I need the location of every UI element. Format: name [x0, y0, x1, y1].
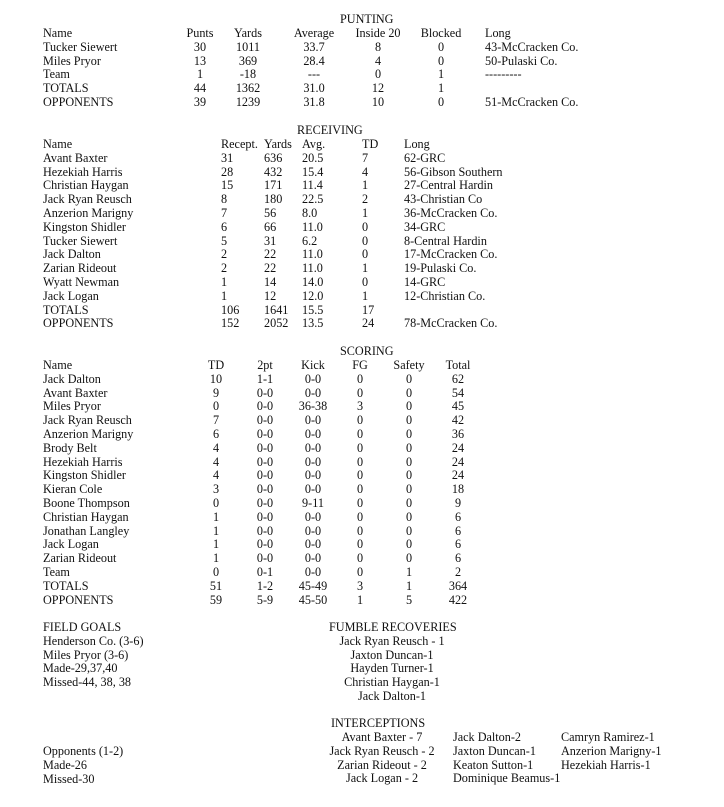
table-cell: 56-Gibson Southern [404, 164, 503, 179]
table-cell: 30 [193, 39, 207, 54]
table-cell: 12 [264, 288, 277, 303]
table-cell: 0 [405, 551, 413, 566]
table-cell: 0 [356, 565, 364, 579]
table-cell: 1 [362, 288, 369, 303]
table-cell: 6.2 [302, 233, 318, 248]
table-cell: Jack Dalton [43, 247, 101, 262]
interception-item: Dominique Beamus-1 [453, 771, 561, 786]
table-cell: Tucker Siewert [43, 39, 118, 54]
table-cell: 45 [451, 399, 465, 414]
table-cell: 0-0 [256, 496, 274, 510]
table-cell: 0-0 [304, 427, 322, 441]
table-cell: 31.8 [303, 95, 325, 109]
fumble-recovery-item: Hayden Turner-1 [350, 661, 434, 676]
interception-item: Anzerion Marigny-1 [561, 743, 662, 758]
table-cell: 0 [405, 496, 413, 510]
table-cell: Miles Pryor [43, 53, 101, 68]
column-header: Safety [393, 358, 425, 372]
table-cell: 0-0 [256, 385, 274, 400]
table-cell: Anzerion Marigny [43, 206, 134, 220]
table-cell: 0 [405, 440, 413, 455]
table-cell: 0 [356, 509, 364, 524]
table-cell: 2 [362, 192, 369, 207]
table-cell: 44 [193, 81, 207, 96]
table-cell: 0 [356, 413, 364, 428]
receiving-table-row [0, 290, 724, 304]
table-cell: 0 [362, 219, 369, 234]
table-cell: 6 [221, 219, 228, 234]
table-cell: 33.7 [303, 39, 325, 54]
table-cell: 4 [212, 440, 220, 455]
interception-item: Avant Baxter - 7 [341, 730, 423, 744]
table-cell: 0 [405, 454, 413, 469]
column-header: Recept. [221, 137, 258, 151]
table-cell: 0 [356, 385, 364, 400]
table-cell: TOTALS [43, 81, 89, 96]
table-cell: 18 [451, 482, 465, 497]
table-cell: 0 [356, 482, 364, 497]
table-cell: 54 [451, 385, 465, 400]
table-cell: OPPONENTS [43, 95, 114, 109]
fumble-recovery-item: Christian Haygan-1 [344, 675, 440, 690]
table-cell: 5 [221, 233, 228, 248]
table-cell: 11.0 [302, 247, 323, 262]
table-cell: 36 [451, 427, 465, 441]
table-cell: 0-0 [256, 413, 274, 428]
table-cell: 20.5 [302, 150, 324, 165]
table-cell: 14.0 [302, 275, 324, 289]
table-cell: 3 [356, 578, 364, 593]
table-cell: 0 [405, 427, 413, 441]
table-cell: 1 [212, 523, 220, 538]
column-header: Long [485, 26, 511, 40]
table-cell: 8-Central Hardin [404, 233, 487, 248]
receiving-table-row [0, 276, 724, 290]
column-header: TD [207, 358, 225, 372]
table-cell: 31 [264, 233, 277, 248]
table-cell: 3 [356, 399, 364, 414]
table-cell: 0 [356, 427, 364, 441]
table-cell: 0 [405, 523, 413, 538]
column-header: Punts [186, 26, 214, 40]
table-cell: 0-0 [304, 385, 322, 400]
table-cell: TOTALS [43, 302, 89, 317]
punting-header-row [0, 27, 724, 41]
table-cell: 1 [362, 206, 369, 220]
table-cell: OPPONENTS [43, 592, 114, 607]
column-header: FG [352, 358, 368, 372]
table-cell: 10 [371, 95, 385, 109]
table-cell: TOTALS [43, 578, 89, 593]
table-cell: Tucker Siewert [43, 233, 118, 248]
table-cell: 14 [264, 275, 277, 289]
table-cell: 0-0 [304, 413, 322, 428]
table-cell: 1-1 [256, 371, 274, 386]
table-cell: 28.4 [303, 53, 325, 68]
field-goals-opponents-line: Opponents (1-2) [43, 744, 124, 758]
receiving-header-row [0, 138, 724, 152]
punting-table-row [0, 68, 724, 82]
field-goals-line: Miles Pryor (3-6) [43, 647, 129, 662]
table-cell: 0 [405, 371, 413, 386]
fumble-recovery-item: Jack Dalton-1 [357, 688, 427, 703]
table-cell: 0 [405, 385, 413, 400]
table-cell: 1 [437, 67, 445, 82]
receiving-title: RECEIVING [297, 123, 363, 137]
table-cell: 1 [362, 261, 369, 276]
punting-table-row [0, 96, 724, 110]
table-cell: 0-0 [256, 454, 274, 469]
table-cell: 43-Christian Co [404, 192, 483, 207]
table-cell: 0-0 [256, 551, 274, 566]
table-cell: 0 [405, 468, 413, 483]
table-cell: 56 [264, 206, 277, 220]
scoring-table-row [0, 594, 724, 608]
table-cell: 8.0 [302, 206, 318, 220]
table-cell: 13 [193, 53, 207, 68]
column-header: Yards [234, 26, 262, 40]
field-goals-opponents-line: Missed-30 [43, 771, 95, 786]
table-cell: 1 [212, 537, 220, 552]
interception-item: Hezekiah Harris-1 [561, 757, 651, 772]
table-cell: Anzerion Marigny [43, 427, 134, 441]
field-goals-title: FIELD GOALS [43, 620, 122, 634]
receiving-table-row [0, 207, 724, 221]
table-cell: 1 [362, 178, 369, 193]
table-cell: 0-0 [304, 565, 322, 579]
table-cell: 1 [221, 275, 228, 289]
table-cell: 9-11 [302, 496, 324, 510]
table-cell: 0-0 [304, 523, 322, 538]
table-cell: 22 [264, 261, 277, 276]
fumble-recovery-item: Jack Ryan Reusch - 1 [339, 633, 445, 648]
table-cell: 0 [212, 496, 220, 510]
table-cell: Jack Dalton [43, 371, 101, 386]
field-goals-line: Made-29,37,40 [43, 661, 118, 676]
table-cell: 1 [405, 565, 413, 579]
table-cell: 1 [221, 288, 228, 303]
table-cell: 0-0 [304, 482, 322, 497]
table-cell: 15 [221, 178, 234, 193]
table-cell: 364 [448, 578, 468, 593]
table-cell: 0 [374, 67, 382, 82]
punting-table-row [0, 55, 724, 69]
table-cell: 62-GRC [404, 150, 446, 165]
table-cell: Zarian Rideout [43, 261, 117, 276]
column-header: Avg. [302, 137, 326, 151]
table-cell: 0-0 [304, 551, 322, 566]
table-cell: 1239 [235, 95, 261, 109]
table-cell: Team [43, 565, 70, 579]
table-cell: 17-McCracken Co. [404, 247, 498, 262]
table-cell: 636 [264, 150, 283, 165]
table-cell: 3 [212, 482, 220, 497]
table-cell: 13.5 [302, 316, 324, 331]
interception-item: Keaton Sutton-1 [453, 757, 534, 772]
table-cell: 0-0 [256, 468, 274, 483]
column-header: Long [404, 137, 430, 151]
table-cell: 27-Central Hardin [404, 178, 494, 193]
table-cell: 9 [454, 496, 462, 510]
table-cell: 0-0 [304, 468, 322, 483]
table-cell: Hezekiah Harris [43, 454, 123, 469]
table-cell: 0 [356, 454, 364, 469]
table-cell: 0-0 [304, 440, 322, 455]
column-header: Name [43, 26, 73, 40]
table-cell: 8 [374, 39, 382, 54]
table-cell: 0 [362, 275, 369, 289]
table-cell: 1 [212, 509, 220, 524]
table-cell: 6 [454, 537, 462, 552]
table-cell: 9 [212, 385, 220, 400]
table-cell: 180 [264, 192, 283, 207]
table-cell: 6 [212, 427, 220, 441]
table-cell: Jack Ryan Reusch [43, 413, 132, 428]
table-cell: 0-0 [256, 427, 274, 441]
table-cell: 0 [362, 247, 369, 262]
table-cell: Avant Baxter [43, 150, 108, 165]
table-cell: 152 [221, 316, 240, 331]
interception-item: Zarian Rideout - 2 [337, 757, 427, 772]
table-cell: 1 [196, 67, 204, 82]
table-cell: Christian Haygan [43, 178, 129, 193]
table-cell: 106 [221, 302, 240, 317]
table-cell: 66 [264, 219, 277, 234]
table-cell: 0 [356, 468, 364, 483]
table-cell: 15.5 [302, 302, 324, 317]
table-cell: 51 [209, 578, 223, 593]
table-cell: Brody Belt [43, 440, 97, 455]
table-cell: 15.4 [302, 164, 324, 179]
table-cell: 0-0 [256, 523, 274, 538]
table-cell: 24 [451, 454, 465, 469]
field-goals-opponents-line: Made-26 [43, 757, 87, 772]
table-cell: Wyatt Newman [43, 275, 120, 289]
table-cell: 0 [437, 95, 445, 109]
column-header: 2pt [257, 358, 273, 372]
table-cell: 8 [221, 192, 228, 207]
table-cell: 0 [212, 565, 220, 579]
column-header: Name [43, 358, 73, 372]
table-cell: 4 [212, 468, 220, 483]
table-cell: 50-Pulaski Co. [485, 53, 558, 68]
table-cell: 34-GRC [404, 219, 446, 234]
field-goals-line: Missed-44, 38, 38 [43, 675, 132, 690]
field-goals-block [43, 621, 144, 690]
table-cell: 11.0 [302, 261, 323, 276]
table-cell: 22 [264, 247, 277, 262]
table-cell: 17 [362, 302, 375, 317]
table-cell: 36-38 [298, 399, 328, 414]
table-cell: Jack Logan [43, 537, 99, 552]
column-header: TD [362, 137, 379, 151]
table-cell: 36-McCracken Co. [404, 206, 498, 220]
fumble-recoveries-title: FUMBLE RECOVERIES [329, 620, 457, 634]
table-cell: 0-1 [256, 565, 274, 579]
table-cell: 0 [356, 440, 364, 455]
table-cell: 31.0 [303, 81, 325, 96]
table-cell: 2 [221, 247, 228, 262]
table-cell: Boone Thompson [43, 496, 130, 510]
table-cell: 369 [238, 53, 258, 68]
column-header: Average [293, 26, 335, 40]
table-cell: 1011 [236, 39, 260, 54]
interception-item: Camryn Ramirez-1 [561, 730, 655, 744]
column-header: Blocked [420, 26, 462, 40]
table-cell: 0-0 [256, 399, 274, 414]
table-cell: 0 [212, 399, 220, 414]
table-cell: 59 [209, 592, 223, 607]
table-cell: -18 [239, 67, 257, 82]
column-header: Kick [301, 358, 325, 372]
table-cell: 51-McCracken Co. [485, 95, 579, 109]
table-cell: Zarian Rideout [43, 551, 117, 566]
table-cell: 1362 [235, 81, 261, 96]
table-cell: Christian Haygan [43, 509, 129, 524]
receiving-table-row [0, 221, 724, 235]
table-cell: 22.5 [302, 192, 324, 207]
table-cell: Kingston Shidler [43, 219, 126, 234]
table-cell: 5-9 [256, 592, 274, 607]
field-goals-line: Henderson Co. (3-6) [43, 633, 144, 648]
table-cell: 1-2 [256, 578, 274, 593]
table-cell: 0 [405, 399, 413, 414]
table-cell: 0 [356, 537, 364, 552]
table-cell: 10 [209, 371, 223, 386]
table-cell: Miles Pryor [43, 399, 101, 414]
table-cell: 0 [356, 496, 364, 510]
table-cell: 0 [356, 523, 364, 538]
punting-table-row [0, 41, 724, 55]
table-cell: Jonathan Langley [43, 523, 130, 538]
table-cell: 432 [264, 164, 283, 179]
table-cell: 0 [437, 39, 445, 54]
interceptions-column-1 [326, 731, 438, 786]
table-cell: 0-0 [256, 482, 274, 497]
column-header: Inside 20 [355, 26, 401, 40]
table-cell: 0-0 [304, 371, 322, 386]
table-cell: 1 [405, 578, 413, 593]
fumble-recoveries-block [329, 621, 455, 704]
table-cell: 0 [405, 482, 413, 497]
table-cell: Hezekiah Harris [43, 164, 123, 179]
table-cell: 2 [454, 565, 462, 579]
scoring-title: SCORING [340, 344, 394, 358]
table-cell: 6 [454, 509, 462, 524]
table-cell: 43-McCracken Co. [485, 39, 579, 54]
table-cell: 0 [356, 551, 364, 566]
table-cell: 4 [362, 164, 369, 179]
table-cell: --- [307, 67, 321, 82]
table-cell: 42 [451, 413, 465, 428]
table-cell: 78-McCracken Co. [404, 316, 498, 331]
column-header: Yards [264, 137, 292, 151]
table-cell: 24 [451, 440, 465, 455]
table-cell: 0 [437, 53, 445, 68]
table-cell: 2 [221, 261, 228, 276]
table-cell: 0-0 [256, 509, 274, 524]
table-cell: 12.0 [302, 288, 324, 303]
interceptions-column-3 [561, 731, 662, 772]
table-cell: 12 [371, 81, 385, 96]
table-cell: 171 [264, 178, 283, 193]
interception-item: Jack Logan - 2 [345, 771, 419, 786]
table-cell: 0-0 [256, 537, 274, 552]
table-cell: 45-49 [298, 578, 328, 593]
table-cell: Jack Logan [43, 288, 99, 303]
table-cell: 4 [212, 454, 220, 469]
table-cell: 28 [221, 164, 234, 179]
table-cell: Avant Baxter [43, 385, 108, 400]
table-cell: 1 [356, 592, 364, 607]
table-cell: Kieran Cole [43, 482, 103, 497]
table-cell: 6 [454, 523, 462, 538]
table-cell: 11.4 [302, 178, 323, 193]
column-header: Name [43, 137, 73, 151]
table-cell: 31 [221, 150, 234, 165]
table-cell: 0-0 [304, 537, 322, 552]
table-cell: 0 [356, 371, 364, 386]
interception-item: Jack Dalton-2 [453, 730, 522, 744]
table-cell: 12-Christian Co. [404, 288, 486, 303]
table-cell: 0 [405, 509, 413, 524]
table-cell: 7 [221, 206, 228, 220]
table-cell: 7 [362, 150, 369, 165]
table-cell: Jack Ryan Reusch [43, 192, 132, 207]
interceptions-column-2 [453, 731, 560, 786]
table-cell: Kingston Shidler [43, 468, 126, 483]
column-header: Total [445, 358, 471, 372]
table-cell: 2052 [264, 316, 289, 331]
table-cell: Team [43, 67, 70, 82]
table-cell: 5 [405, 592, 413, 607]
table-cell: 45-50 [298, 592, 328, 607]
receiving-table-row [0, 317, 724, 331]
table-cell: 19-Pulaski Co. [404, 261, 477, 276]
table-cell: 1641 [264, 302, 289, 317]
field-goals-opponents-block [43, 745, 123, 786]
table-cell: 0-0 [304, 454, 322, 469]
interceptions-title: INTERCEPTIONS [331, 716, 426, 730]
table-cell: 14-GRC [404, 275, 446, 289]
receiving-table-row [0, 152, 724, 166]
table-cell: 0 [362, 233, 369, 248]
table-cell: 62 [451, 371, 465, 386]
table-cell: 6 [454, 551, 462, 566]
table-cell: 1 [212, 551, 220, 566]
punting-title: PUNTING [340, 12, 394, 26]
table-cell: --------- [485, 67, 522, 82]
table-cell: 0-0 [256, 440, 274, 455]
table-cell: 4 [374, 53, 382, 68]
table-cell: 24 [451, 468, 465, 483]
table-cell: 24 [362, 316, 375, 331]
fumble-recovery-item: Jaxton Duncan-1 [350, 647, 434, 662]
table-cell: 0-0 [304, 509, 322, 524]
table-cell: OPPONENTS [43, 316, 114, 331]
table-cell: 11.0 [302, 219, 323, 234]
table-cell: 1 [437, 81, 445, 96]
table-cell: 0 [405, 537, 413, 552]
table-cell: 7 [212, 413, 220, 428]
table-cell: 39 [193, 95, 207, 109]
table-cell: 422 [448, 592, 468, 607]
interception-item: Jack Ryan Reusch - 2 [329, 743, 435, 758]
interception-item: Jaxton Duncan-1 [453, 743, 536, 758]
table-cell: 0 [405, 413, 413, 428]
